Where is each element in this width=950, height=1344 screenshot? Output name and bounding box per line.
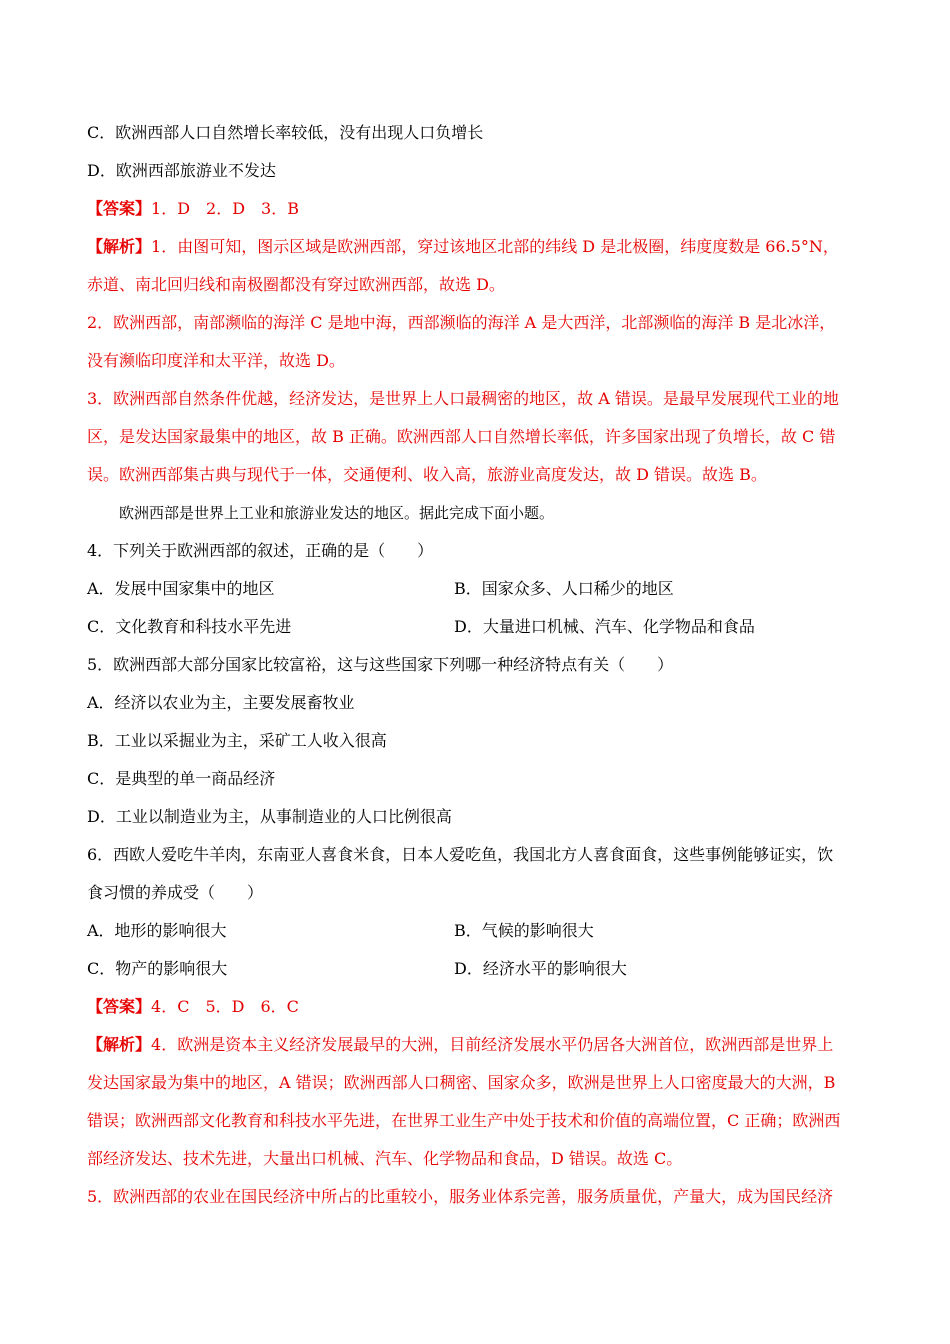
q5-option-c: C．是典型的单一商品经济 <box>87 769 276 788</box>
q6-stem-line-1: 6．西欧人爱吃牛羊肉，东南亚人喜食米食，日本人爱吃鱼，我国北方人喜食面食，这些事例能够证实，饮 <box>87 845 834 864</box>
analysis-text: 4．欧洲是资本主义经济发展最早的大洲，目前经济发展水平仍居各大洲首位，欧洲西部是世界上 <box>151 1035 834 1054</box>
analysis-line: 赤道、南北回归线和南极圈都没有穿过欧洲西部，故选 D。 <box>87 275 505 294</box>
q6-options-row-2 <box>87 950 867 988</box>
q5-option-a: A．经济以农业为主，主要发展畜牧业 <box>87 693 355 712</box>
q5-stem: 5．欧洲西部大部分国家比较富裕，这与这些国家下列哪一种经济特点有关（ ） <box>87 655 674 674</box>
analysis-line: 3．欧洲西部自然条件优越，经济发达，是世界上人口最稠密的地区，故 A 错误。是最早发展现代工业的地 <box>87 389 839 408</box>
analysis-line: 没有濒临印度洋和太平洋，故选 D。 <box>87 351 345 370</box>
analysis-line <box>87 228 867 266</box>
q4-options-row-1 <box>87 570 867 608</box>
q5-option-d: D．工业以制造业为主，从事制造业的人口比例很高 <box>87 807 452 826</box>
answer-text: 4．C 5．D 6．C <box>151 997 299 1016</box>
answer-text: 1．D 2．D 3．B <box>151 199 299 218</box>
analysis-line: 误。欧洲西部集古典与现代于一体，交通便利、收入高，旅游业高度发达，故 D 错误。故选 B。 <box>87 465 767 484</box>
q4-option-d: D．大量进口机械、汽车、化学物品和食品 <box>454 617 755 636</box>
q4-option-b: B．国家众多、人口稀少的地区 <box>454 579 674 598</box>
answer-label: 【答案】 <box>87 997 152 1016</box>
analysis-label: 【解析】 <box>87 237 152 256</box>
q6-option-c: C．物产的影响很大 <box>87 959 228 978</box>
analysis-line: 部经济发达、技术先进，大量出口机械、汽车、化学物品和食品，D 错误。故选 C。 <box>87 1149 683 1168</box>
q4-stem: 4．下列关于欧洲西部的叙述，正确的是（ ） <box>87 541 434 560</box>
section-intro: 欧洲西部是世界上工业和旅游业发达的地区。据此完成下面小题。 <box>119 504 555 522</box>
analysis-line: 区，是发达国家最集中的地区，故 B 正确。欧洲西部人口自然增长率低，许多国家出现了负增长，故 C 错 <box>87 427 836 446</box>
analysis-text: 1．由图可知，图示区域是欧洲西部，穿过该地区北部的纬线 D 是北极圈，纬度度数是 66.5°N， <box>151 237 839 256</box>
answer-line-1 <box>87 190 867 228</box>
q3-option-c: C．欧洲西部人口自然增长率较低，没有出现人口负增长 <box>87 123 484 142</box>
q3-option-d: D．欧洲西部旅游业不发达 <box>87 161 276 180</box>
analysis-line: 2．欧洲西部，南部濒临的海洋 C 是地中海，西部濒临的海洋 A 是大西洋，北部濒临的海洋 B 是北冰洋， <box>87 313 836 332</box>
analysis-label: 【解析】 <box>87 1035 152 1054</box>
analysis-line: 5．欧洲西部的农业在国民经济中所占的比重较小，服务业体系完善，服务质量优，产量大，成为国民经济 <box>87 1187 834 1206</box>
q6-option-a: A．地形的影响很大 <box>87 921 227 940</box>
q4-option-c: C．文化教育和科技水平先进 <box>87 617 292 636</box>
answer-label: 【答案】 <box>87 199 152 218</box>
answer-line-2 <box>87 988 867 1026</box>
q6-option-b: B．气候的影响很大 <box>454 921 594 940</box>
q6-option-d: D．经济水平的影响很大 <box>454 959 627 978</box>
q6-stem-line-2: 食习惯的养成受（ ） <box>87 883 264 902</box>
q6-options-row-1 <box>87 912 867 950</box>
analysis-line: 错误；欧洲西部文化教育和科技水平先进，在世界工业生产中处于技术和价值的高端位置，C 正确；欧洲西 <box>87 1111 841 1130</box>
q4-option-a: A．发展中国家集中的地区 <box>87 579 275 598</box>
q5-option-b: B．工业以采掘业为主，采矿工人收入很高 <box>87 731 387 750</box>
analysis-line: 发达国家最为集中的地区，A 错误；欧洲西部人口稠密、国家众多，欧洲是世界上人口密度最大的大洲，B <box>87 1073 836 1092</box>
q4-options-row-2 <box>87 608 867 646</box>
analysis-line <box>87 1026 867 1064</box>
document-page <box>87 114 867 1216</box>
